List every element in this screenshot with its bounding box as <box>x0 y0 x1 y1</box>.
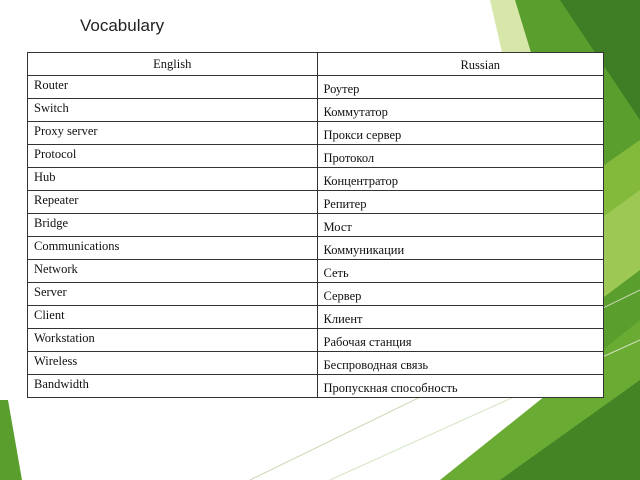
russian-term: Рабочая станция <box>317 329 604 352</box>
russian-term: Сеть <box>317 260 604 283</box>
english-term: Server <box>28 283 318 306</box>
english-term: Client <box>28 306 318 329</box>
russian-term: Протокол <box>317 145 604 168</box>
vocabulary-table <box>27 52 604 398</box>
english-term: Switch <box>28 99 318 122</box>
english-term: Bridge <box>28 214 318 237</box>
english-term: Bandwidth <box>28 375 318 398</box>
english-term: Network <box>28 260 318 283</box>
table-row <box>28 283 604 306</box>
russian-term: Коммуникации <box>317 237 604 260</box>
russian-term: Мост <box>317 214 604 237</box>
table-row <box>28 76 604 99</box>
table-row <box>28 306 604 329</box>
table-row <box>28 191 604 214</box>
english-term: Protocol <box>28 145 318 168</box>
russian-term: Пропускная способность <box>317 375 604 398</box>
column-header-english: English <box>28 53 318 76</box>
column-header-russian: Russian <box>317 53 604 76</box>
table-row <box>28 260 604 283</box>
russian-term: Коммутатор <box>317 99 604 122</box>
table-row <box>28 352 604 375</box>
english-term: Repeater <box>28 191 318 214</box>
english-term: Router <box>28 76 318 99</box>
russian-term: Прокси сервер <box>317 122 604 145</box>
russian-term: Репитер <box>317 191 604 214</box>
english-term: Proxy server <box>28 122 318 145</box>
table-header-row <box>28 53 604 76</box>
table-row <box>28 122 604 145</box>
table-row <box>28 375 604 398</box>
table-row <box>28 237 604 260</box>
english-term: Wireless <box>28 352 318 375</box>
english-term: Workstation <box>28 329 318 352</box>
russian-term: Клиент <box>317 306 604 329</box>
table-row <box>28 145 604 168</box>
page-title: Vocabulary <box>80 16 165 35</box>
russian-term: Беспроводная связь <box>317 352 604 375</box>
russian-term: Концентратор <box>317 168 604 191</box>
table-row <box>28 329 604 352</box>
table-row <box>28 168 604 191</box>
table-row <box>28 214 604 237</box>
table-row <box>28 99 604 122</box>
russian-term: Роутер <box>317 76 604 99</box>
russian-term: Сервер <box>317 283 604 306</box>
english-term: Communications <box>28 237 318 260</box>
english-term: Hub <box>28 168 318 191</box>
